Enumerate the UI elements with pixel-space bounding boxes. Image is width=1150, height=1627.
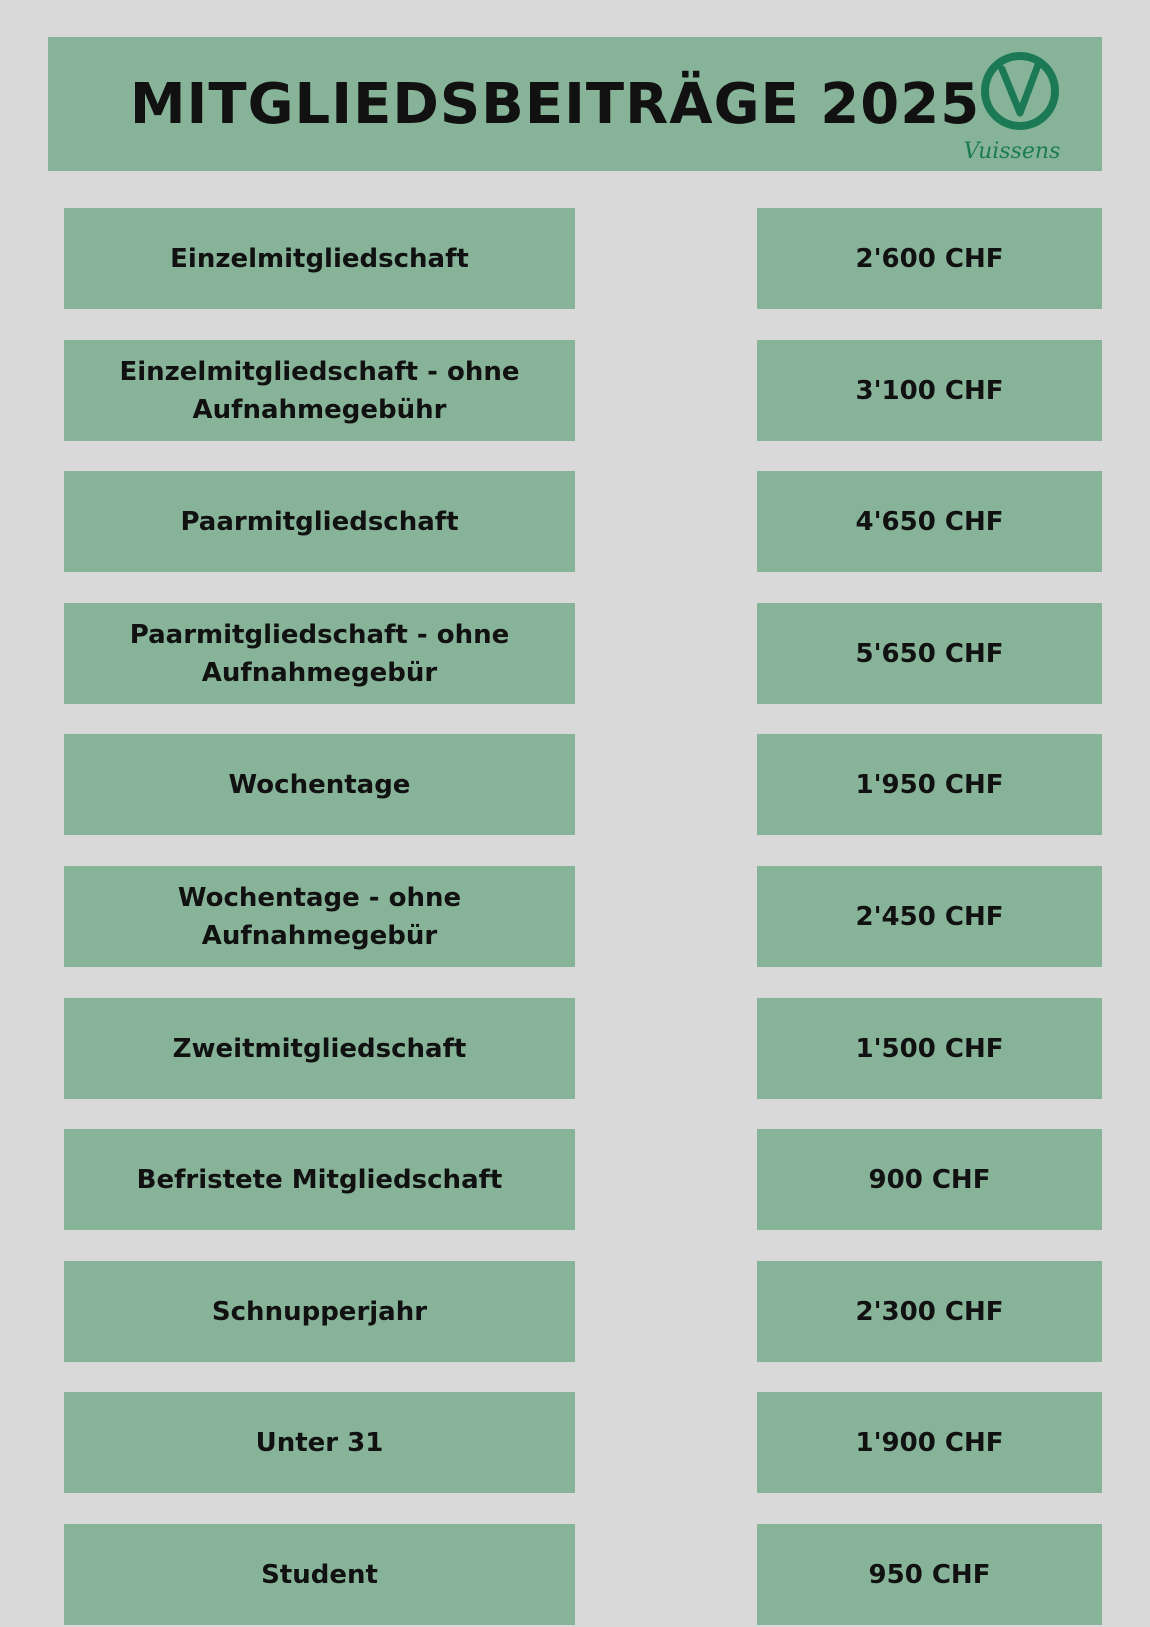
- membership-type: Paarmitgliedschaft: [64, 471, 575, 572]
- fee-row: [0, 1261, 1150, 1362]
- membership-price: 2'450 CHF: [757, 866, 1102, 967]
- fee-row: [0, 1524, 1150, 1625]
- membership-type: Wochentage: [64, 734, 575, 835]
- page-title: MITGLIEDSBEITRÄGE 2025: [129, 71, 981, 137]
- membership-price: 1'950 CHF: [757, 734, 1102, 835]
- membership-type: Paarmitgliedschaft - ohne Aufnahmegebür: [64, 603, 575, 704]
- logo-text: Vuissens: [963, 139, 1061, 164]
- membership-type: Einzelmitgliedschaft - ohne Aufnahmegebühr: [64, 340, 575, 441]
- membership-type: Student: [64, 1524, 575, 1625]
- header-banner: [48, 37, 1102, 171]
- membership-price: 1'900 CHF: [757, 1392, 1102, 1493]
- membership-type: Schnupperjahr: [64, 1261, 575, 1362]
- membership-price: 950 CHF: [757, 1524, 1102, 1625]
- fee-row: [0, 603, 1150, 704]
- membership-type: Einzelmitgliedschaft: [64, 208, 575, 309]
- fee-row: [0, 866, 1150, 967]
- fee-row: [0, 340, 1150, 441]
- membership-price: 2'600 CHF: [757, 208, 1102, 309]
- membership-price: 5'650 CHF: [757, 603, 1102, 704]
- fee-row: [0, 208, 1150, 309]
- club-logo: [962, 51, 1062, 164]
- membership-type: Befristete Mitgliedschaft: [64, 1129, 575, 1230]
- membership-type: Zweitmitgliedschaft: [64, 998, 575, 1099]
- membership-price: 3'100 CHF: [757, 340, 1102, 441]
- fee-row: [0, 1392, 1150, 1493]
- fee-row: [0, 998, 1150, 1099]
- fee-row: [0, 471, 1150, 572]
- membership-price: 4'650 CHF: [757, 471, 1102, 572]
- membership-price: 1'500 CHF: [757, 998, 1102, 1099]
- membership-price: 2'300 CHF: [757, 1261, 1102, 1362]
- logo-v-icon: [980, 51, 1060, 131]
- membership-type: Unter 31: [64, 1392, 575, 1493]
- membership-price: 900 CHF: [757, 1129, 1102, 1230]
- fee-row: [0, 734, 1150, 835]
- fee-row: [0, 1129, 1150, 1230]
- membership-type: Wochentage - ohne Aufnahmegebür: [64, 866, 575, 967]
